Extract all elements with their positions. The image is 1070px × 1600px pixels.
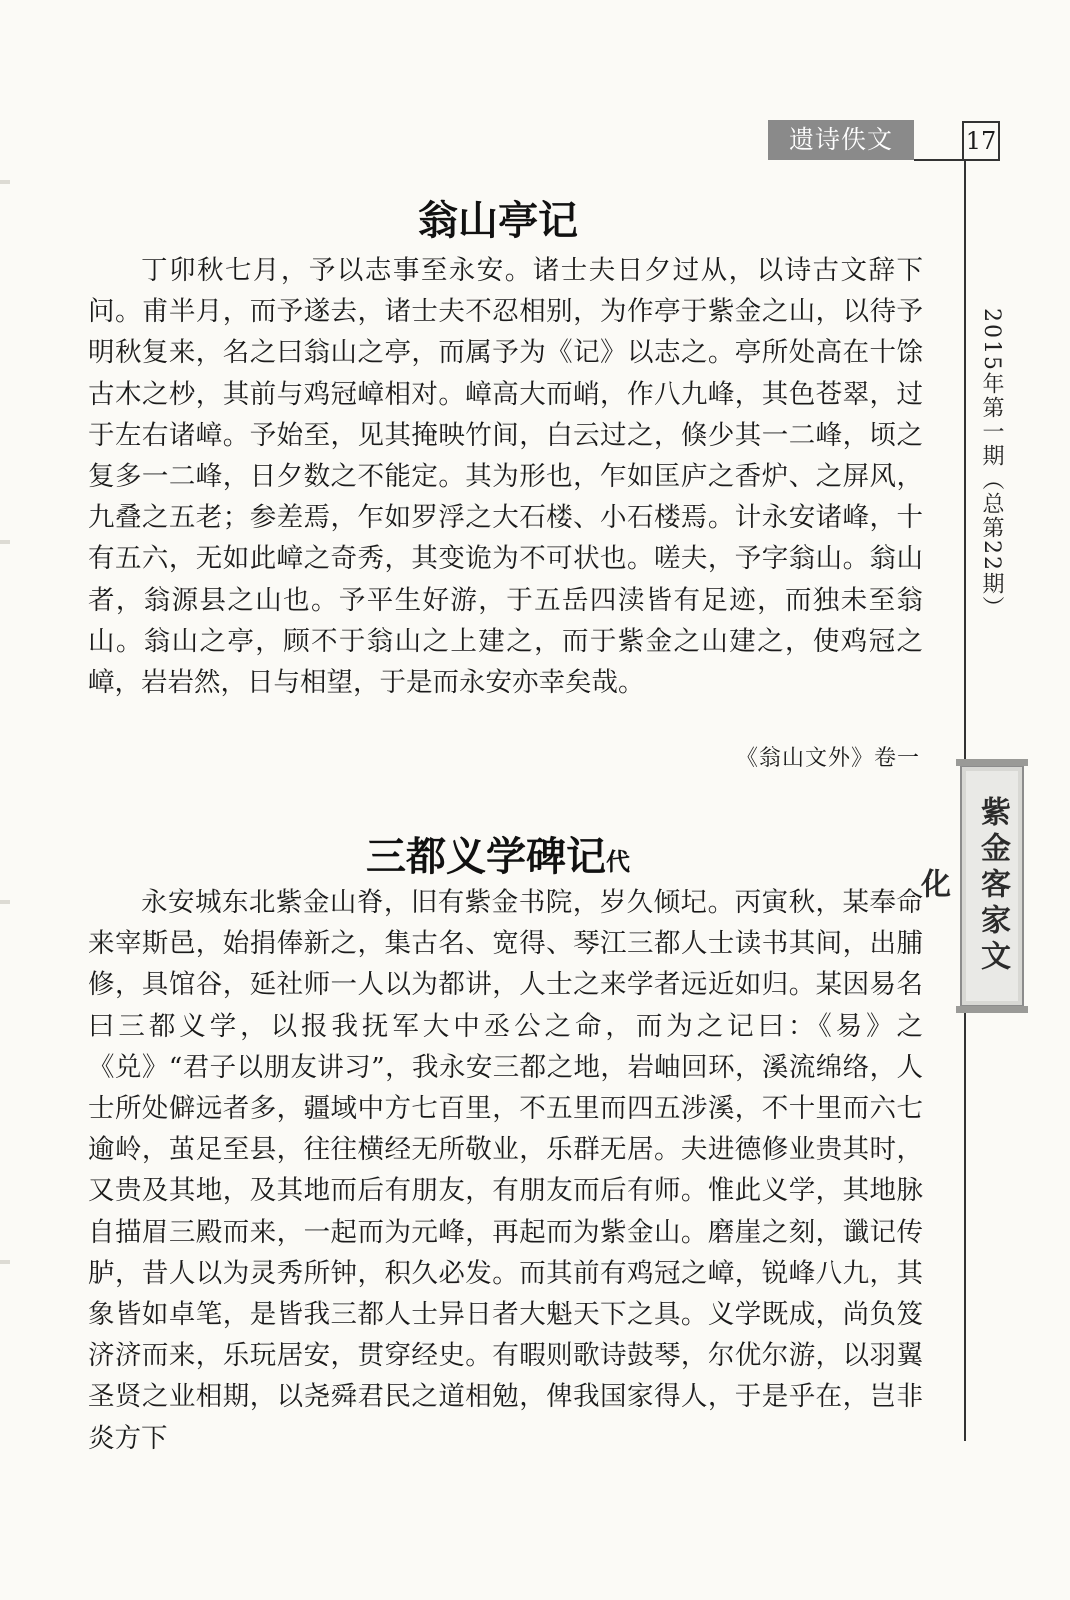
brand-scroll: [915, 765, 1024, 1007]
article-title: 翁山亭记: [418, 198, 578, 244]
article-body-2: 永安城东北紫金山脊，旧有紫金书院，岁久倾圮。丙寅秋，某奉命来宰斯邑，始捐俸新之，集古名、宽得、琴江三都人士读书其间，出脯修，具馆谷，延社师一人以为都讲，人士之来学者远近如归。某因易名曰三都义学，以报我抚军大中丞公之命，而为之记曰：《易》之《兑》“君子以朋友讲习”，我永安三都之地，岩岫回环，溪流绵络，人士所处僻远者多，疆域中方七百里，不五里而四五涉溪，不十里而六七逾岭，茧足至县，往往横经无所敬业，乐群无居。夫进德修业贵其时，又贵及其地，及其地而后有朋友，有朋友而后有师。惟此义学，其地脉自描眉三殿而来，一起而为元峰，再起而为紫金山。磨崖之刻，谶记传胪，昔人以为灵秀所钟，积久必发。而其前有鸡冠之嶂，锐峰八九，其象皆如卓笔，是皆我三都人士异日者大魁天下之具。义学既成，尚负笈济济而来，乐玩居安，贯穿经史。有暇则歌诗鼓琴，尔优尔游，以羽翼圣贤之业相期，以尧舜君民之道相勉，俾我国家得人，于是乎在，岂非炎方下: [88, 887, 923, 1454]
article-title-2-text: 三都义学碑记: [366, 834, 606, 880]
section-label: 遗诗佚文: [768, 120, 914, 160]
issue-label: 2015年第一期（总第22期）: [979, 308, 1004, 620]
article-source: 《翁山文外》卷一: [735, 746, 920, 771]
article-title-2: [88, 832, 908, 887]
page-edge-marks: [0, 0, 10, 1600]
article-title-2-suffix: 代: [606, 848, 630, 876]
header-rule: [914, 159, 962, 161]
brand-label: 紫金客家文化: [915, 796, 1010, 976]
page-number: 17: [962, 121, 1000, 161]
article-body: 丁卯秋七月，予以志事至永安。诸士夫日夕过从，以诗古文辞下问。甫半月，而予遂去，诸士夫不忍相别，为作亭于紫金之山，以待予明秋复来，名之曰翁山之亭，而属予为《记》以志之。亭所处高在十馀古木之杪，其前与鸡冠嶂相对。嶂高大而峭，作八九峰，其色苍翠，过于左右诸嶂。予始至，见其掩映竹间，白云过之，倏少其一二峰，顷之复多一二峰，日夕数之不能定。其为形也，乍如匡庐之香炉、之屏风，九叠之五老；参差焉，乍如罗浮之大石楼、小石楼焉。计永安诸峰，十有五六，无如此嶂之奇秀，其变诡为不可状也。嗟夫，予字翁山。翁山者，翁源县之山也。予平生好游，于五岳四渎皆有足迹，而独未至翁山。翁山之亭，顾不于翁山之上建之，而于紫金之山建之，使鸡冠之嶂，岩岩然，日与相望，于是而永安亦幸矣哉。: [88, 255, 923, 699]
